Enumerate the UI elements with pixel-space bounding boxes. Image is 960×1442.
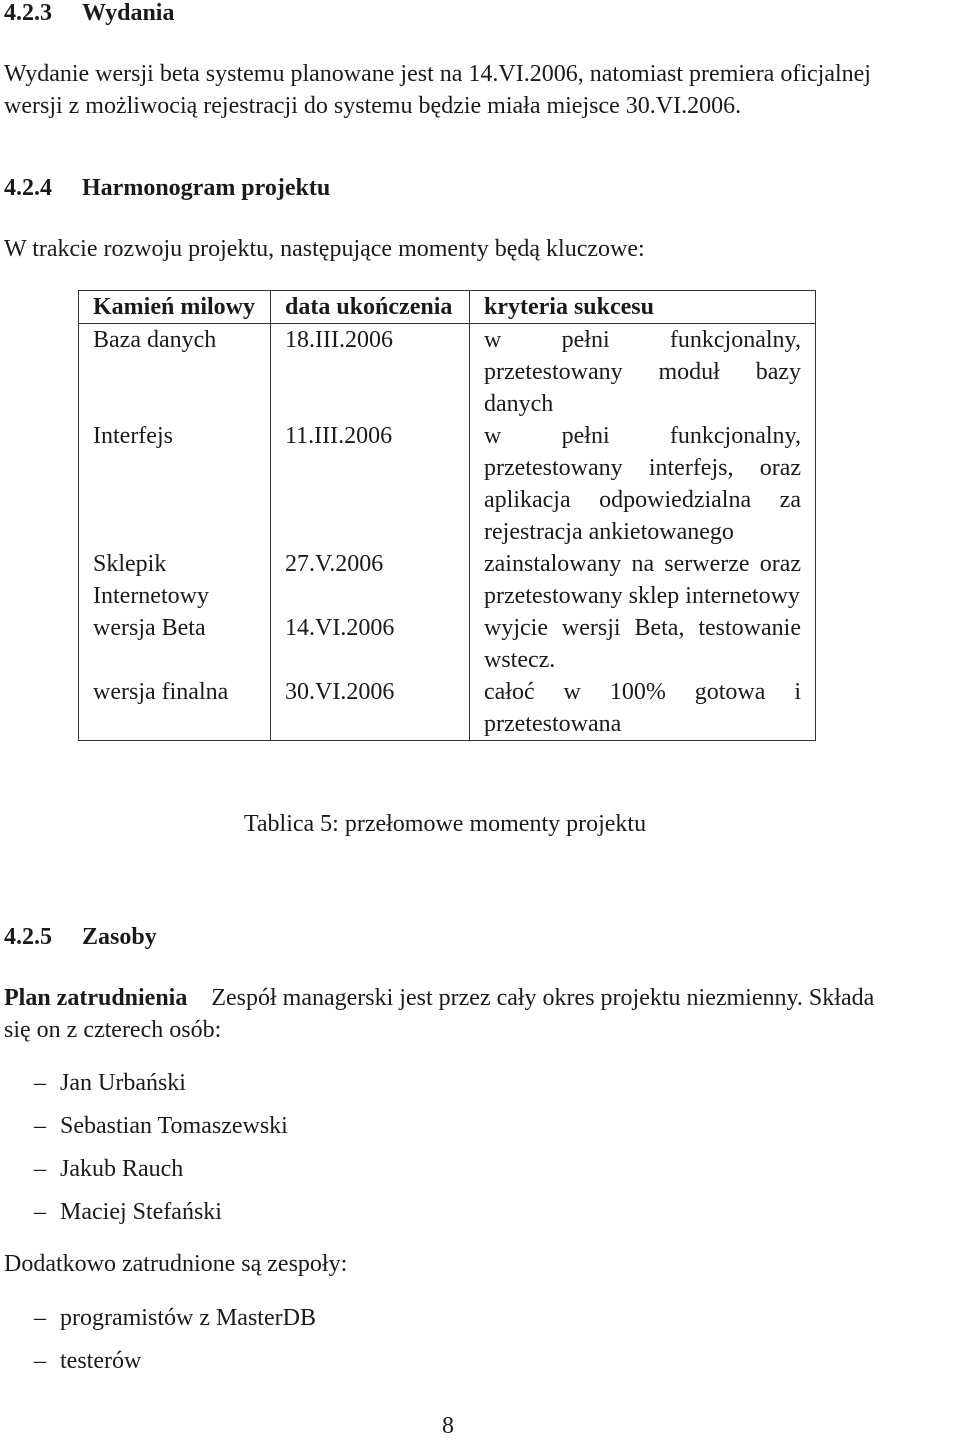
cell-date: 14.VI.2006 — [271, 612, 470, 676]
extra-teams-intro: Dodatkowo zatrudnione są zespoły: — [4, 1251, 348, 1277]
cell-criteria: w pełni funkcjonalny, przetestowany moduł bazy danych — [484, 327, 801, 417]
section-title: Zasoby — [82, 924, 157, 950]
section-heading-zasoby — [4, 921, 157, 953]
plan-paragraph-line1 — [4, 982, 874, 1014]
harmonogram-intro: W trakcie rozwoju projektu, następujące momenty będą kluczowe: — [4, 236, 645, 262]
table-row — [79, 612, 816, 676]
list-item-text: Sebastian Tomaszewski — [60, 1113, 288, 1139]
cell-criteria: wyjcie wersji Beta, testowanie wstecz. — [484, 615, 801, 673]
table-row — [79, 420, 816, 548]
plan-text: Zespół managerski jest przez cały okres projektu niezmienny. Składa — [211, 985, 875, 1011]
list-item — [4, 1191, 288, 1234]
list-item-text: Maciej Stefański — [60, 1199, 222, 1225]
dash-bullet-icon: – — [34, 1156, 46, 1182]
cell-date: 18.III.2006 — [271, 324, 470, 421]
wydania-paragraph-line2: wersji z możliwocią rejestracji do systemu będzie miała miejsce 30.VI.2006. — [4, 93, 742, 119]
cell-date: 30.VI.2006 — [271, 676, 470, 741]
section-title: Wydania — [82, 0, 175, 26]
table-header-row — [79, 291, 816, 324]
cell-criteria: w pełni funkcjonalny, przetestowany interfejs, oraz aplikacja odpowiedzialna za rejestracja ankietowanego — [484, 423, 801, 545]
header-milestone: Kamień milowy — [79, 291, 271, 324]
milestones-table — [78, 290, 816, 741]
section-title: Harmonogram projektu — [82, 175, 331, 201]
table-row — [79, 548, 816, 612]
list-item — [4, 1148, 288, 1191]
dash-bullet-icon: – — [34, 1113, 46, 1139]
table-caption: Tablica 5: przełomowe momenty projektu — [243, 811, 647, 837]
dash-bullet-icon: – — [34, 1199, 46, 1225]
header-date: data ukończenia — [271, 291, 470, 324]
cell-date: 27.V.2006 — [271, 548, 470, 612]
dash-bullet-icon: – — [34, 1305, 46, 1331]
cell-date: 11.III.2006 — [271, 420, 470, 548]
table-row — [79, 676, 816, 741]
dash-bullet-icon: – — [34, 1348, 46, 1374]
cell-milestone: Sklepik Internetowy — [79, 548, 271, 612]
managers-list — [4, 1062, 288, 1234]
section-number: 4.2.3 — [4, 0, 52, 26]
cell-milestone: Interfejs — [79, 420, 271, 548]
section-number: 4.2.5 — [4, 924, 52, 950]
table-row — [79, 324, 816, 421]
page-number: 8 — [442, 1413, 454, 1439]
cell-milestone: wersja Beta — [79, 612, 271, 676]
list-item-text: testerów — [60, 1348, 142, 1374]
list-item-text: Jakub Rauch — [60, 1156, 184, 1182]
wydania-paragraph-line1: Wydanie wersji beta systemu planowane jest na 14.VI.2006, natomiast premiera oficjalnej — [4, 61, 871, 87]
list-item — [4, 1340, 316, 1383]
cell-criteria: zainstalowany na serwerze oraz przetestowany sklep internetowy — [484, 551, 801, 609]
cell-milestone: Baza danych — [79, 324, 271, 421]
list-item-text: programistów z MasterDB — [60, 1305, 316, 1331]
teams-list — [4, 1297, 316, 1383]
cell-milestone: wersja finalna — [79, 676, 271, 741]
section-number: 4.2.4 — [4, 175, 52, 201]
header-criteria: kryteria sukcesu — [470, 291, 816, 324]
list-item — [4, 1062, 288, 1105]
section-heading-harmonogram — [4, 172, 330, 204]
cell-criteria: całoć w 100% gotowa i przetestowana — [484, 679, 801, 737]
plan-paragraph-line2: się on z czterech osób: — [4, 1017, 222, 1043]
list-item-text: Jan Urbański — [60, 1070, 186, 1096]
list-item — [4, 1105, 288, 1148]
dash-bullet-icon: – — [34, 1070, 46, 1096]
section-heading-wydania — [4, 0, 174, 29]
list-item — [4, 1297, 316, 1340]
plan-label: Plan zatrudnienia — [4, 985, 188, 1011]
